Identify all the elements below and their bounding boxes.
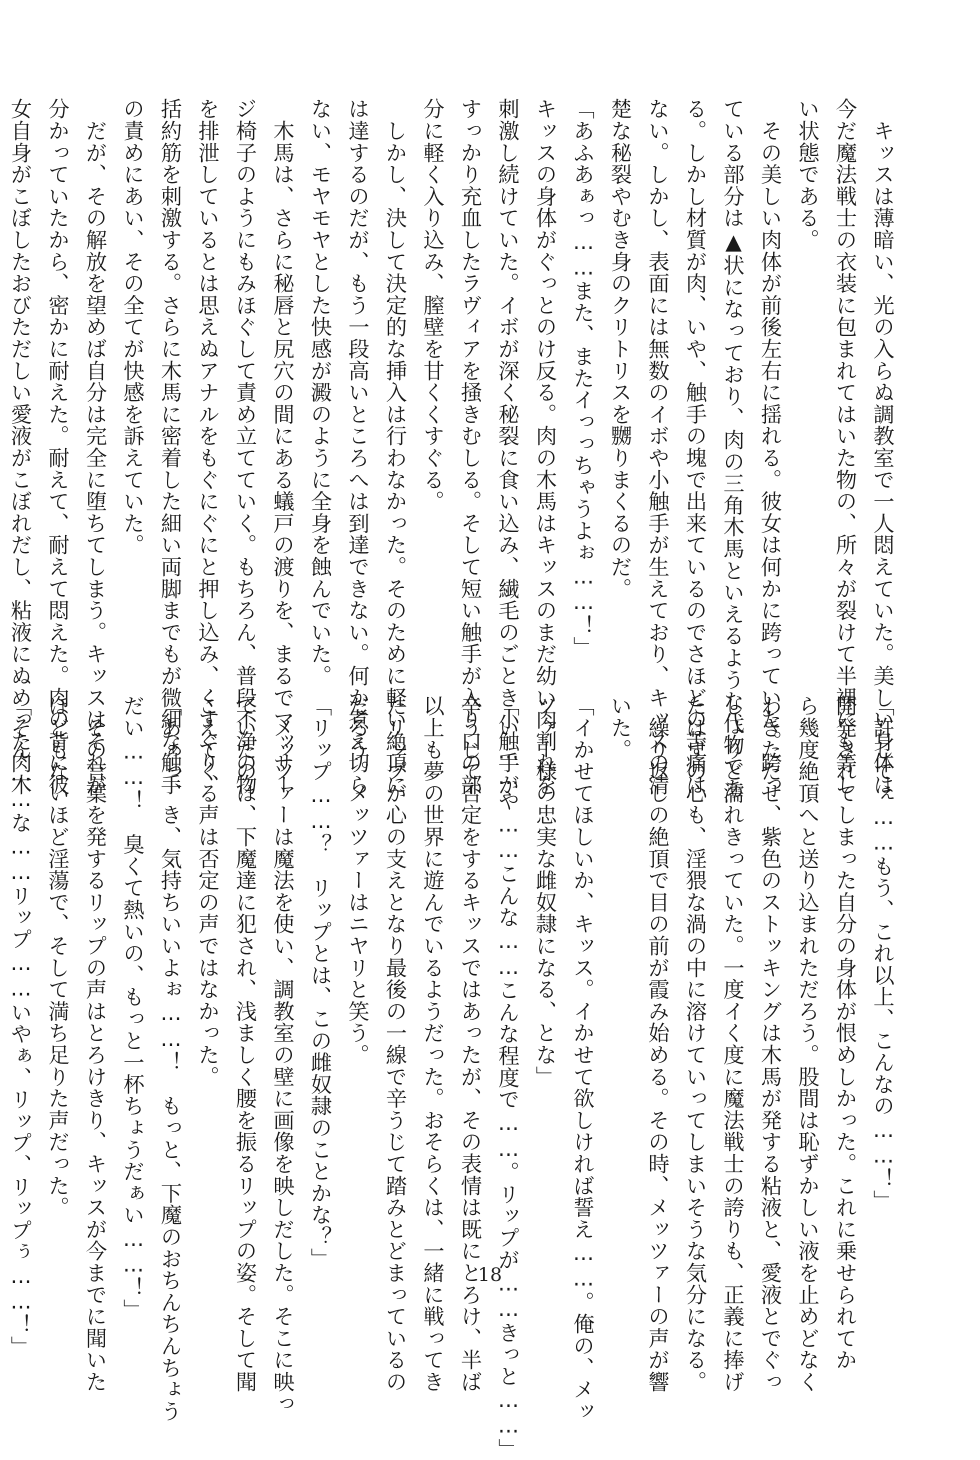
text-line: 「そん……な……リップ……いやぁ、リップ、リップぅ……！」 [8,695,34,1358]
text-line: る。しかし材質が肉、いや、触手の塊で出来ているのでさほどの苦痛は [683,98,709,796]
text-line: ない。しかし、表面には無数のイボや小触手が生えており、キッスの清 [646,98,671,796]
text-line: ほどもないほど淫蕩で、そして満ち足りた声だった。 [46,695,71,1219]
text-line: しかし、決して決定的な挿入は行わなかった。そのために軽い絶頂に [383,98,409,796]
text-line: しょりと濡れきっていた。一度イく度に魔法戦士の誇りも、正義に捧げ [721,695,746,1393]
text-line: 開発されてしまった自分の身体が恨めしかった。これに乗せられてか [833,695,859,1371]
text-line: 女自身がこぼしたおびただしい愛液がこぼれだし、粘液にぬめった肉木 [8,98,34,796]
text-line: わきたたせ、紫色のストッキングは木馬が発する粘液と、愛液とでぐっ [758,695,784,1393]
text-line: の責めにあい、その全てが快感を訴えていた。 [121,98,146,556]
text-line: 「あふあぁっ……また、またイっっちゃうよぉ……！」 [571,98,596,659]
text-line: 繰り返しの絶頂で目の前が霞み始める。その時、メッツァーの声が響 [646,695,671,1393]
text-line: だが、その解放を望めば自分は完全に堕ちてしまう。キッスはそれが [83,98,109,796]
text-line: ジ椅子のようにもみほぐして責め立てていく。もちろん、普段不浄の物 [233,98,259,796]
text-line: いた。 [608,695,634,761]
text-line: ていたのは、下魔達に犯され、浅ましく腰を振るリップの姿。そして聞 [233,695,259,1393]
text-line: メッツァーは魔法を使い、調教室の壁に画像を映しだした。そこに映っ [271,695,296,1415]
text-line: キッスの身体がぐっとのけ反る。肉の木馬はキッスのまだ幼い肉割れを [533,98,559,796]
text-line: 「イかせてほしいか、キッス。イかせて欲しければ誓え……。俺の、メッ [571,695,596,1422]
text-line: すっかり充血したラヴィアを掻きむしる。そして短い触手が入り口の部 [458,98,484,796]
text-line: 木馬は、さらに秘唇と尻穴の間にある蟻戸の渡りを、まるでマッサー [271,98,296,796]
text-line: 辛うじて否定をするキッスではあったが、その表情は既にとろけ、半ば [458,695,484,1393]
text-line: ツァー様の忠実な雌奴隷になる、とな」 [533,695,559,1088]
text-line: キッスは薄暗い、光の入らぬ調教室で一人悶えていた。美しい身体は [871,98,896,796]
text-line: 以上も夢の世界に遊んでいるようだった。おそらくは、一緒に戦ってき [421,695,446,1393]
text-line: 「リップ……？ リップとは、この雌奴隷のことかな？」 [308,695,334,1270]
text-line: 分に軽く入り込み、膣壁を甘くくすぐる。 [421,98,446,513]
text-line: ている部分は▲状になっており、肉の三角木馬といえるような代物であ [721,98,746,800]
text-line: 今だ魔法戦士の衣装に包まれてはいた物の、所々が裂けて半裸にも等し [833,98,859,796]
text-line: は達するのだが、もう一段高いところへは到達できない。何か煮え切ら [346,98,371,796]
page-number: 18 [477,1264,503,1286]
text-line: たはずの心も、淫猥な渦の中に溶けていってしまいそうな気分になる。 [683,695,709,1393]
text-line: 楚な秘裂やむき身のクリトリスを嬲りまくるのだ。 [608,98,634,600]
text-line: 分かっていたから、密かに耐えた。耐えて、耐えて悶えた。肉の背に彼 [46,98,71,796]
text-line: その言葉を発するリップの声はとろけきり、キッスが今までに聞いた [83,695,109,1393]
upper-text-block [8,98,902,800]
text-line: 「あぁっ、き、気持ちいいよぉ……！ もっと、下魔のおちんちんちょう [158,695,184,1422]
text-line: い状態である。 [796,98,821,251]
text-line: 「い……や……こんな……こんな程度で……。リップが……きっと……」 [496,695,521,1460]
text-line: ら幾度絶頂へと送り込まれただろう。股間は恥ずかしい液を止めどなく [796,695,821,1393]
text-line: だろう。メッツァーはニヤリと笑う。 [346,695,371,1066]
text-line: たリップが心の支えとなり最後の一線で辛うじて踏みとどまっているの [383,695,409,1393]
text-line: こえてくる声は否定の声ではなかった。 [196,695,221,1088]
text-line: 刺激し続けていた。イボが深く秘裂に食い込み、繊毛のごとき小触手が [496,98,521,796]
text-line: その美しい肉体が前後左右に揺れる。彼女は何かに跨っていた。跨っ [758,98,784,796]
text-line: を排泄しているとは思えぬアナルをもぐにぐにと押し込み、くすぐり、 [196,98,221,796]
text-line: 「許してぇ……もう、これ以上、こんなの……！」 [871,695,896,1212]
text-line: ない、モヤモヤとした快感が澱のように全身を蝕んでいた。 [308,98,334,687]
text-line: だい……！ 臭くて熱いの、もっと一杯ちょうだぁい……！」 [121,695,146,1321]
text-line: 括約筋を刺激する。さらに木馬に密着した細い両脚までもが微細な触手 [158,98,184,796]
